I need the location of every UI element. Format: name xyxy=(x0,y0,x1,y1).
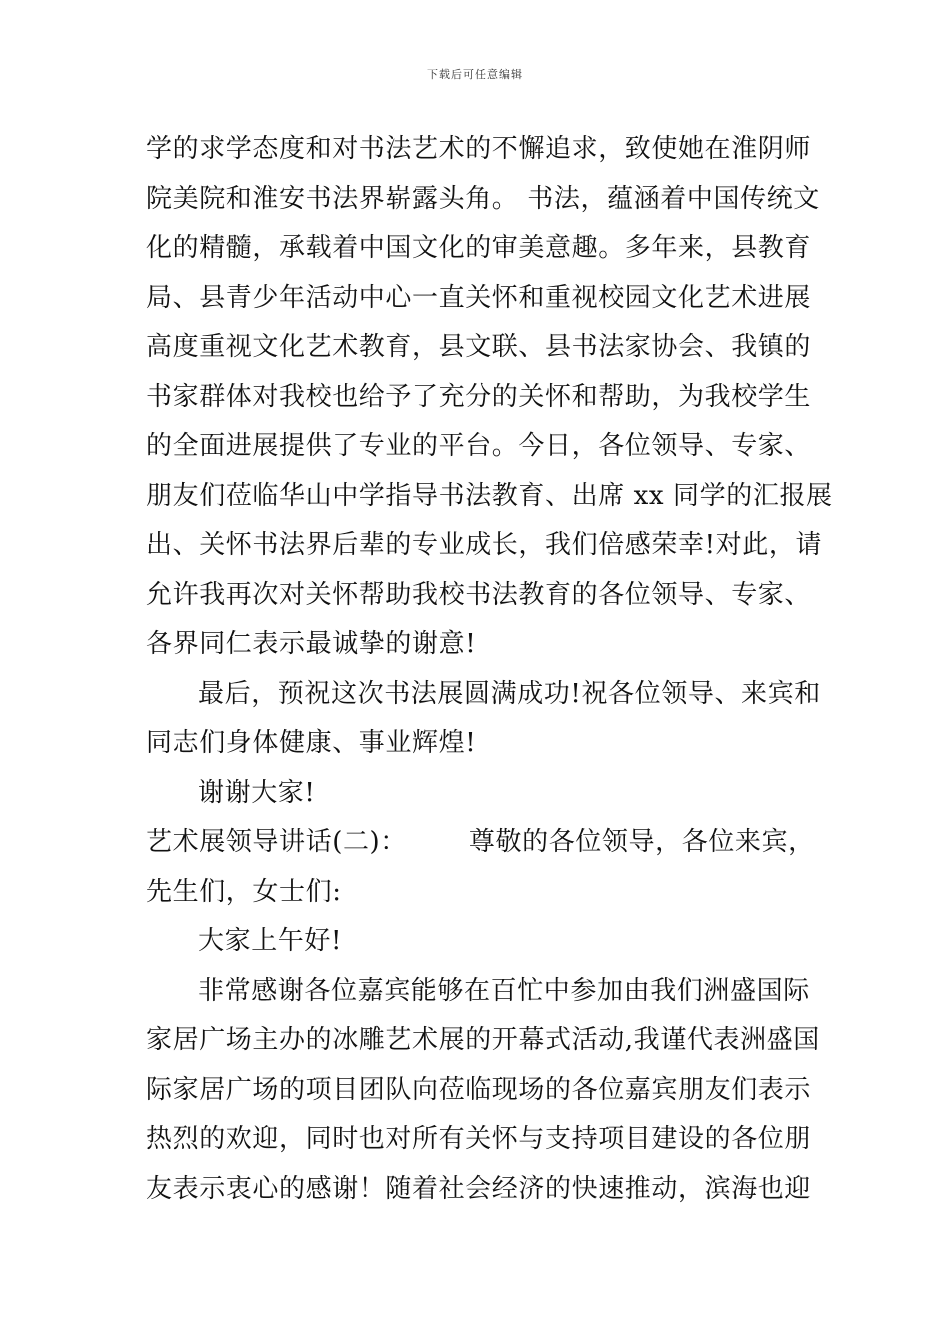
text-line: 大家上午好! xyxy=(198,926,343,956)
document-body xyxy=(146,125,833,1214)
text-line: 友表示衷心的感谢！随着社会经济的快速推动，滨海也迎 xyxy=(146,1173,812,1204)
text-line: 非常感谢各位嘉宾能够在百忙中参加由我们洲盛国际 xyxy=(198,975,810,1006)
text-line: 局、县青少年活动中心一直关怀和重视校园文化艺术进展 xyxy=(146,282,812,313)
section-title-line xyxy=(146,818,815,868)
text-line: 高度重视文化艺术教育，县文联、县书法家协会、我镇的 xyxy=(146,332,812,362)
text-line: 学的求学态度和对书法艺术的不懈追求，致使她在淮阴师 xyxy=(146,134,812,164)
salutation: 尊敬的各位领导，各位来宾， xyxy=(468,827,815,857)
text-line: 书家群体对我校也给予了充分的关怀和帮助，为我校学生 xyxy=(146,381,812,412)
text-line: 院美院和淮安书法界崭露头角。 书法，蕴涵着中国传统文 xyxy=(146,183,820,214)
text-line: 允许我再次对关怀帮助我校书法教育的各位领导、专家、 xyxy=(146,579,812,610)
text-line: 热烈的欢迎，同时也对所有关怀与支持项目建设的各位朋 xyxy=(146,1124,812,1154)
text-line: 谢谢大家! xyxy=(198,777,316,808)
text-line: 朋友们莅临华山中学指导书法教育、出席 xx 同学的汇报展 xyxy=(146,480,833,511)
text-line: 最后，预祝这次书法展圆满成功!祝各位领导、来宾和 xyxy=(198,678,821,709)
text-line: 先生们，女士们: xyxy=(146,876,342,907)
text-line: 各界同仁表示最诚挚的谢意! xyxy=(146,629,477,659)
text-line: 的全面进展提供了专业的平台。今日，各位领导、专家、 xyxy=(146,431,812,461)
text-line: 出、关怀书法界后辈的专业成长，我们倍感荣幸!对此，请 xyxy=(146,530,823,560)
section-title: 艺术展领导讲话(二)： xyxy=(146,827,407,857)
text-line: 同志们身体健康、事业辉煌! xyxy=(146,728,477,758)
text-line: 家居广场主办的冰雕艺术展的开幕式活动,我谨代表洲盛国 xyxy=(146,1025,820,1055)
text-line: 化的精髓，承载着中国文化的审美意趣。多年来，县教育 xyxy=(146,233,812,263)
page-header: 下载后可任意编辑 xyxy=(427,68,523,81)
text-line: 际家居广场的项目团队向莅临现场的各位嘉宾朋友们表示 xyxy=(146,1074,812,1105)
